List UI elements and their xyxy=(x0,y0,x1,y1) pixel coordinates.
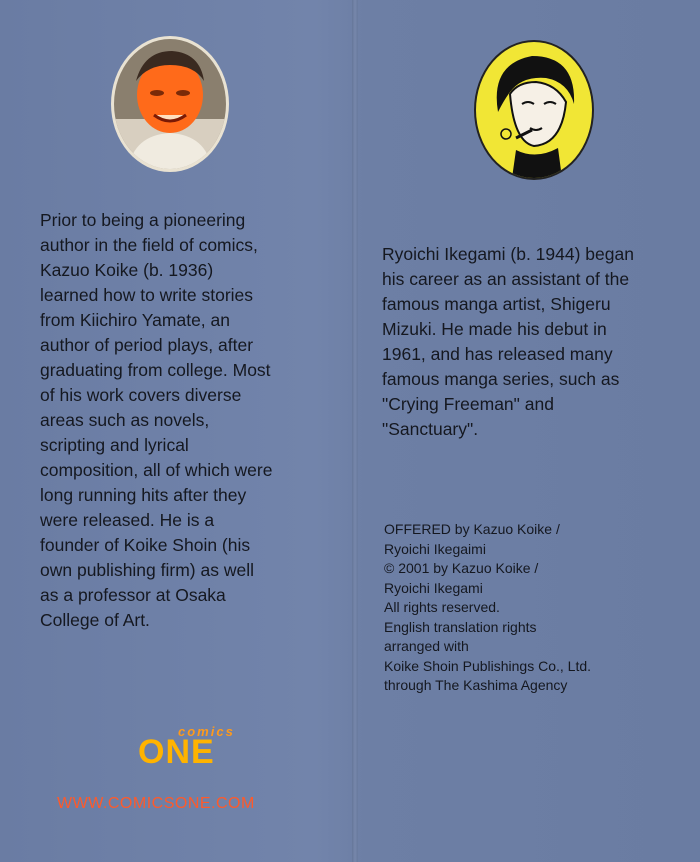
comicsone-logo xyxy=(138,724,235,772)
logo-comics-text: comics xyxy=(178,724,235,739)
website-url: WWW.COMICSONE.COM xyxy=(57,795,255,812)
author-face-icon xyxy=(114,39,226,169)
artist-bio: Ryoichi Ikegami (b. 1944) began his career as an assistant of the famous manga artist, Shigeru Mizuki. He made his debut in 1961, and has released many famous manga series, such as "Crying Freeman" and "Sanctuary". xyxy=(382,244,634,439)
author-photo xyxy=(111,36,229,172)
logo-one-text: ONE xyxy=(138,733,215,771)
copyright-notice: OFFERED by Kazuo Koike / Ryoichi Ikegaimi © 2001 by Kazuo Koike / Ryoichi Ikegami All rights reserved. English translation rights arranged with Koike Shoin Publishings Co., Ltd. through The Kashima Agency xyxy=(384,521,592,693)
artist-caricature xyxy=(474,40,594,180)
artist-caricature-icon xyxy=(476,42,592,178)
author-bio: Prior to being a pioneering author in the field of comics, Kazuo Koike (b. 1936) learned how to write stories from Kiichiro Yamate, an author of period plays, after graduating from college. Most of his work covers diverse areas such as novels, scripting and lyrical composition, all of which were long running hits after they were released. He is a founder of Koike Shoin (his own publishing firm) as well as a professor at Osaka College of Art. xyxy=(40,210,273,630)
page-fold xyxy=(352,0,358,862)
